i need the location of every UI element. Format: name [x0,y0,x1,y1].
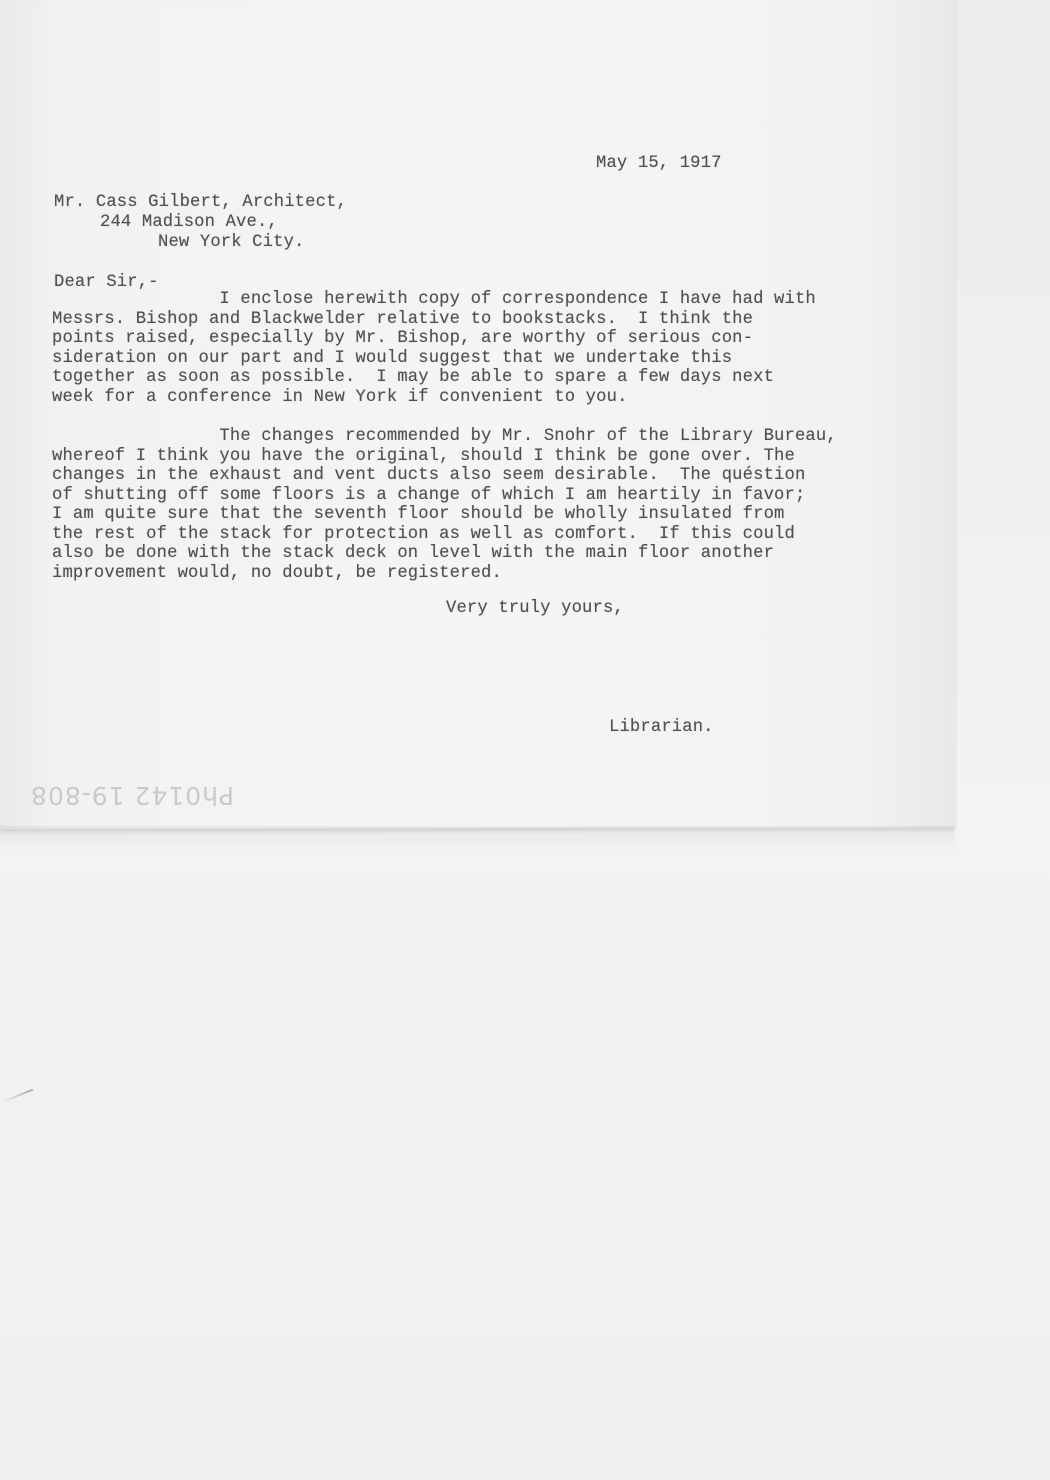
recipient-name: Mr. Cass Gilbert, Architect, [54,193,347,212]
body-paragraph-1: I enclose herewith copy of correspondence I have had with Messrs. Bishop and Blackwelder relative to bookstacks. I think the points raised, especially by Mr. Bishop, are worthy of serious con- sideration on our part and I would suggest that we undertake this together as soon as possible. I may be able to spare a few days next week for a conference in New York if convenient to you. [52,290,816,407]
letter-date: May 15, 1917 [596,154,722,173]
recipient-street: 244 Madison Ave., [100,213,278,232]
signature-title: Librarian. [609,718,714,737]
pencil-archive-number: Ph0142 19-808 [30,781,235,810]
recipient-city: New York City. [158,233,305,252]
sheet-shadow [0,826,955,852]
closing: Very truly yours, [446,599,624,618]
salutation: Dear Sir,- [54,273,159,292]
body-paragraph-2: The changes recommended by Mr. Snohr of the Library Bureau, whereof I think you have the original, should I think be gone over. The changes in the exhaust and vent ducts also seem desirable. The quéstion of shutting off some floors is a change of which I am heartily in favor; I am quite sure that the seventh floor should be wholly insulated from the rest of the stack for protection as well as comfort. If this could also be done with the stack deck on level with the main floor another improvement would, no doubt, be registered. [52,427,837,583]
